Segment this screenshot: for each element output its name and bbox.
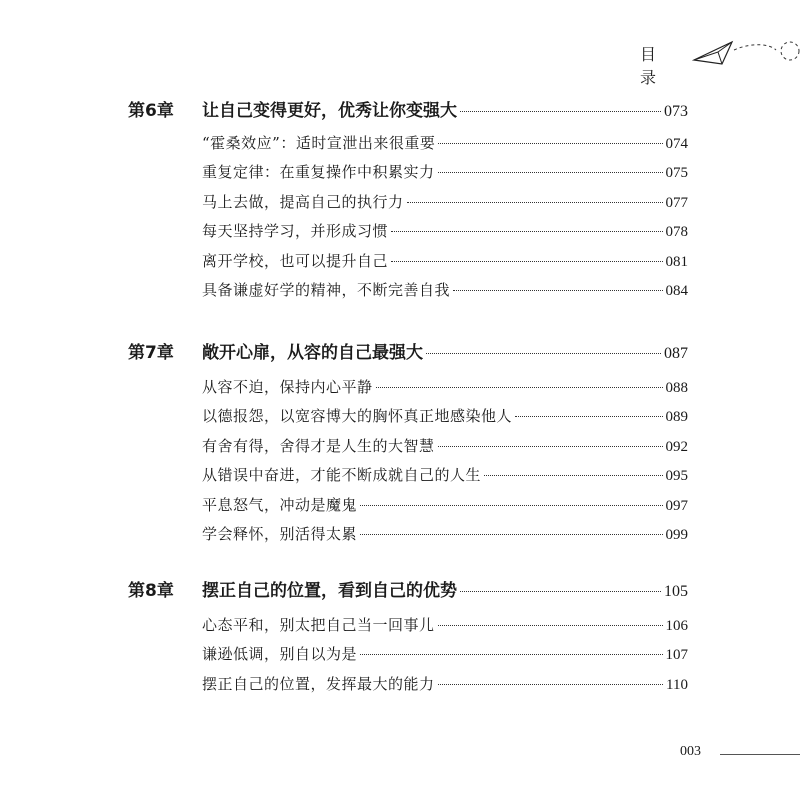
dot-leader [360, 654, 662, 655]
entry-title: 有舍有得，舍得才是人生的大智慧 [202, 436, 435, 455]
entry-page: 088 [665, 380, 688, 396]
entry-title: 马上去做，提高自己的执行力 [202, 192, 404, 211]
toc-entry[interactable] [202, 435, 688, 464]
entry-page: 075 [665, 165, 688, 182]
entry-page: 081 [665, 253, 688, 270]
chapter-7 [128, 338, 688, 552]
entry-page: 110 [666, 676, 688, 693]
entry-title: 摆正自己的位置，发挥最大的能力 [202, 674, 435, 693]
entry-page: 106 [665, 618, 688, 634]
dot-leader [407, 202, 663, 203]
entry-page: 092 [665, 438, 688, 455]
toc-entry[interactable] [202, 161, 688, 190]
entry-page: 078 [665, 224, 688, 241]
chapter-title: 让自己变得更好，优秀让你变强大 [202, 101, 457, 121]
chapter-8 [128, 576, 688, 702]
entry-page: 084 [665, 282, 688, 299]
chapter-number: 第8章 [128, 581, 174, 601]
entry-title: 具备谦虚好学的精神，不断完善自我 [202, 280, 451, 299]
dot-leader [391, 231, 662, 232]
dot-leader [360, 534, 662, 535]
dot-leader [515, 416, 662, 417]
entry-title: 从错误中奋进，才能不断成就自己的人生 [202, 466, 482, 485]
dot-leader [484, 475, 662, 476]
entry-page: 107 [665, 647, 688, 664]
paper-airplane-icon [692, 38, 800, 66]
toc-label: 目录 [640, 45, 661, 87]
dot-leader [360, 505, 662, 506]
dot-leader [376, 387, 663, 388]
toc-entry[interactable] [202, 405, 688, 434]
entry-page: 099 [665, 526, 688, 543]
toc-entry[interactable] [202, 523, 688, 552]
toc-entry[interactable] [202, 220, 688, 249]
entry-title: 以德报怨，以宽容博大的胸怀真正地感染他人 [202, 407, 513, 426]
entry-page: 074 [665, 136, 688, 152]
toc-entry[interactable] [202, 643, 688, 672]
dot-leader [391, 261, 662, 262]
entry-title: 每天坚持学习，并形成习惯 [202, 222, 389, 241]
chapter-page: 073 [664, 103, 688, 120]
entry-title: “霍桑效应”：适时宣泄出来很重要 [202, 134, 436, 152]
chapter-heading[interactable] [128, 96, 688, 122]
chapter-number: 第6章 [128, 101, 174, 121]
chapter-6 [128, 96, 688, 308]
entry-title: 重复定律：在重复操作中积累实力 [202, 163, 435, 182]
toc-entry[interactable] [202, 464, 688, 493]
chapter-page: 105 [664, 583, 688, 600]
toc-entry[interactable] [202, 673, 688, 702]
chapter-heading[interactable] [128, 576, 688, 602]
toc-entry[interactable] [202, 132, 688, 161]
toc-entry[interactable] [202, 279, 688, 308]
dot-leader [438, 143, 662, 144]
toc-entry[interactable] [202, 191, 688, 220]
toc-entry[interactable] [202, 250, 688, 279]
chapter-number: 第7章 [128, 343, 174, 363]
entry-title: 心态平和，别太把自己当一回事儿 [202, 616, 435, 634]
entry-page: 089 [665, 409, 688, 426]
footer-rule [720, 754, 800, 755]
dot-leader [460, 111, 661, 112]
toc-entry[interactable] [202, 376, 688, 405]
dot-leader [453, 290, 662, 291]
dot-leader [438, 684, 664, 685]
entry-title: 学会释怀，别活得太累 [202, 524, 358, 543]
chapter-title: 摆正自己的位置，看到自己的优势 [202, 581, 457, 601]
dot-leader [438, 172, 663, 173]
page-number: 003 [680, 744, 701, 759]
entry-title: 平息怒气，冲动是魔鬼 [202, 495, 358, 514]
dot-leader [438, 625, 663, 626]
toc-entry[interactable] [202, 494, 688, 523]
entry-title: 从容不迫，保持内心平静 [202, 378, 373, 396]
toc-entry[interactable] [202, 614, 688, 643]
entry-title: 谦逊低调，别自以为是 [202, 645, 358, 664]
chapter-title: 敞开心扉，从容的自己最强大 [202, 343, 423, 363]
chapter-heading[interactable] [128, 338, 688, 364]
entry-title: 离开学校，也可以提升自己 [202, 251, 389, 270]
entry-page: 097 [665, 497, 688, 514]
chapter-page: 087 [664, 345, 688, 362]
dot-leader [460, 591, 661, 592]
entry-page: 077 [665, 194, 688, 211]
dot-leader [426, 353, 661, 354]
dot-leader [438, 446, 663, 447]
entry-page: 095 [665, 468, 688, 485]
